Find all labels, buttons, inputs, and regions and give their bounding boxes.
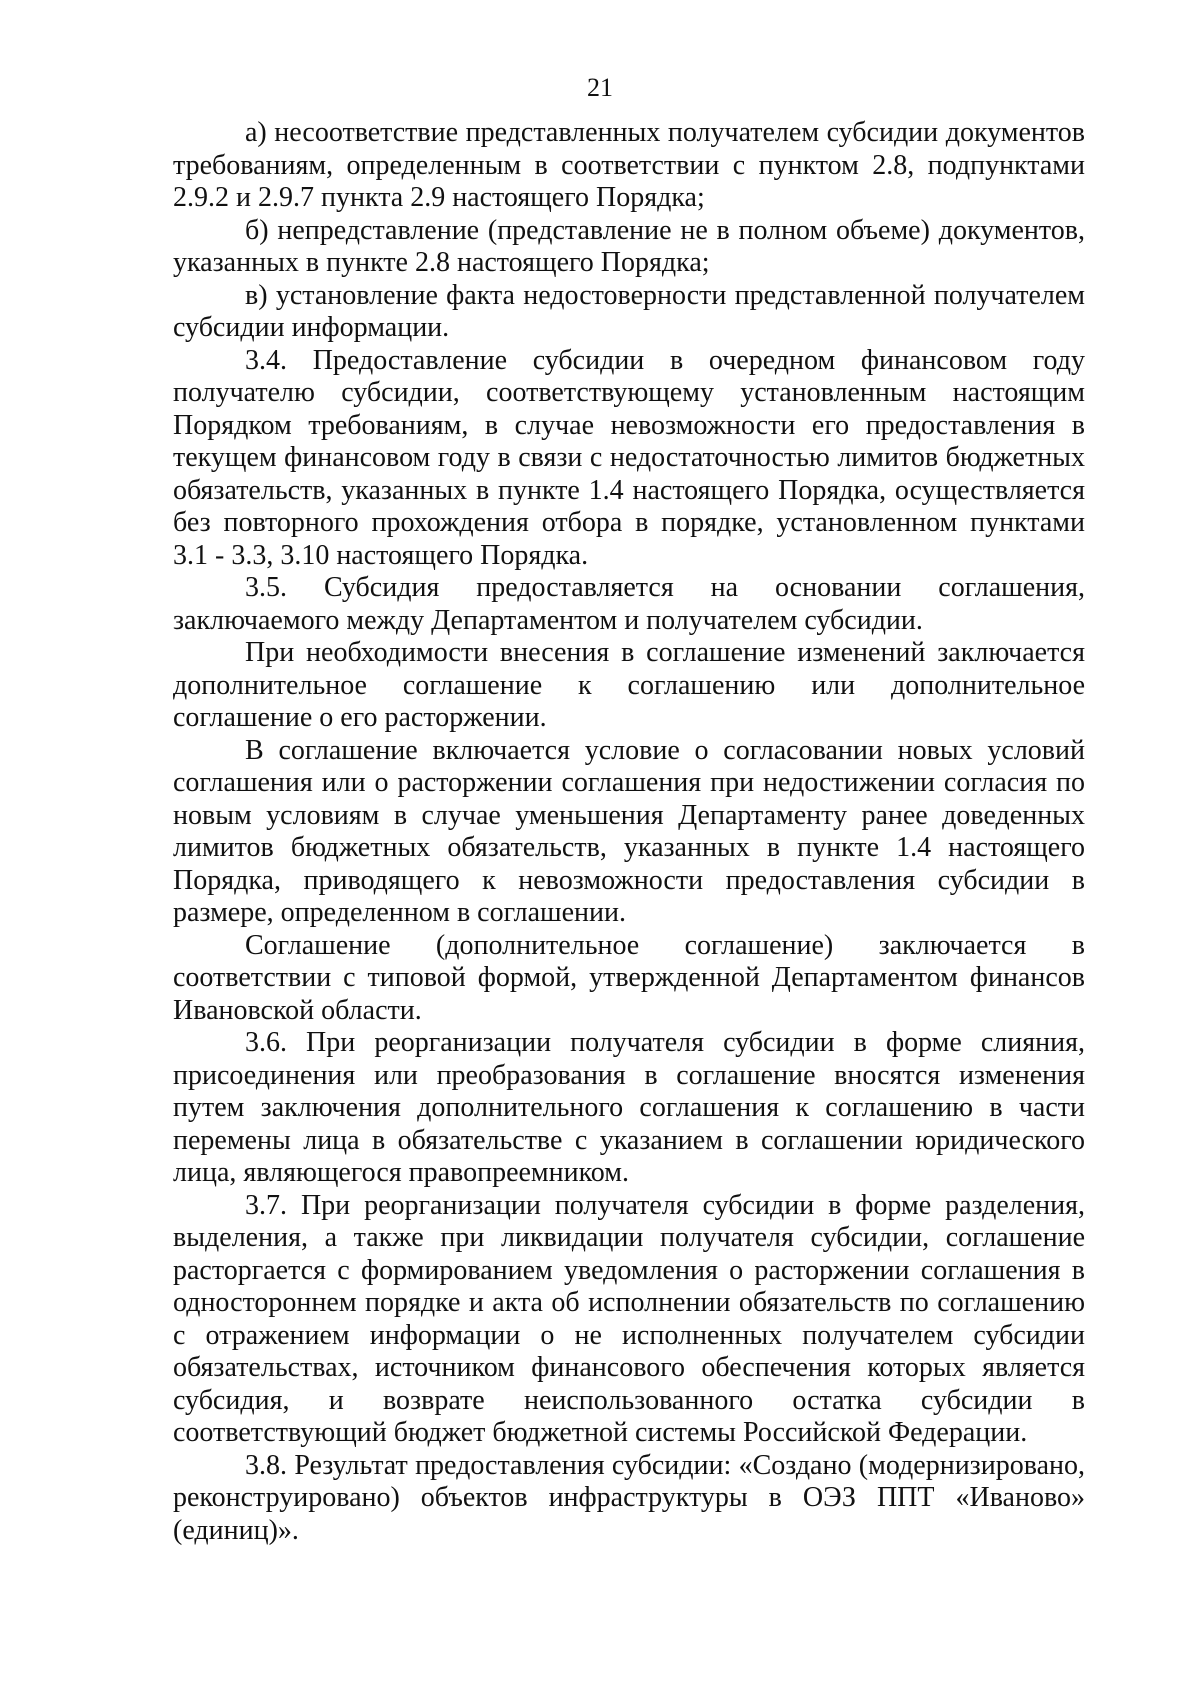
paragraph-item-a: а) несоответствие представленных получателем субсидии документов требованиям, определенным в соответствии с пунктом 2.8, подпунктами 2.9.2 и 2.9.7 пункта 2.9 настоящего Порядка; (173, 117, 1085, 213)
page-number: 21 (587, 73, 613, 102)
paragraph-new-conditions: В соглашение включается условие о согласовании новых условий соглашения или о расторжении соглашения при недостижении согласия по новым условиям в случае уменьшения Департаменту ранее доведенных лимитов бюджетных обязательств, указанных в пункте 1.4 настоящего Порядка, приводящего к невозможности предоставления субсидии в размере, определенном в соглашении. (173, 734, 1085, 928)
document-body (173, 117, 1085, 1547)
paragraph-item-v: в) установление факта недостоверности представленной получателем субсидии информации. (173, 279, 1085, 343)
paragraph-clause-3-5: 3.5. Субсидия предоставляется на основании соглашения, заключаемого между Департаментом и получателем субсидии. (173, 572, 1085, 636)
paragraph-clause-3-7: 3.7. При реорганизации получателя субсидии в форме разделения, выделения, а также при ликвидации получателя субсидии, соглашение расторгается с формированием уведомления о расторжении соглашения в одностороннем порядке и акта об исполнении обязательств по соглашению с отражением информации о не исполненных получателем субсидии обязательствах, источником финансового обеспечения которых является субсидия, и возврате неиспользованного остатка субсидии в соответствующий бюджет бюджетной системы Российской Федерации. (173, 1189, 1085, 1448)
paragraph-amendment: При необходимости внесения в соглашение изменений заключается дополнительное соглашение к соглашению или дополнительное соглашение о его расторжении. (173, 637, 1085, 733)
paragraph-standard-form: Соглашение (дополнительное соглашение) заключается в соответствии с типовой формой, утвержденной Департаментом финансов Ивановской области. (173, 929, 1085, 1026)
paragraph-clause-3-4: 3.4. Предоставление субсидии в очередном финансовом году получателю субсидии, соответствующему установленным настоящим Порядком требованиям, в случае невозможности его предоставления в текущем финансовом году в связи с недостаточностью лимитов бюджетных обязательств, указанных в пункте 1.4 настоящего Порядка, осуществляется без повторного прохождения отбора в порядке, установленном пунктами 3.1 - 3.3, 3.10 настоящего Порядка. (173, 344, 1085, 571)
paragraph-clause-3-8: 3.8. Результат предоставления субсидии: «Создано (модернизировано, реконструировано) объектов инфраструктуры в ОЭЗ ППТ «Иваново» (единиц)». (173, 1449, 1085, 1546)
paragraph-clause-3-6: 3.6. При реорганизации получателя субсидии в форме слияния, присоединения или преобразования в соглашение вносятся изменения путем заключения дополнительного соглашения к соглашению в части перемены лица в обязательстве с указанием в соглашении юридического лица, являющегося правопреемником. (173, 1027, 1085, 1188)
paragraph-item-b: б) непредставление (представление не в полном объеме) документов, указанных в пункте 2.8 настоящего Порядка; (173, 214, 1085, 278)
